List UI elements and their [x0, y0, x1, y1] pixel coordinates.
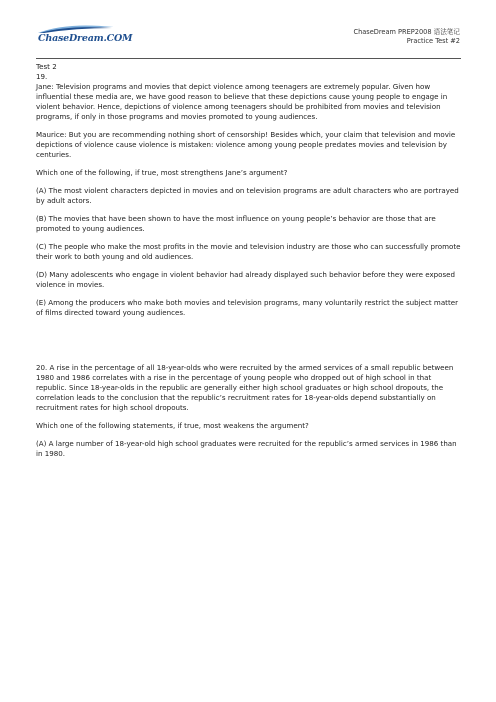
question-19-number: 19. — [36, 72, 48, 81]
q19-option-c: (C) The people who make the most profits in the movie and television industry are those who can successfully promote their work to both young and old audiences. — [36, 242, 461, 261]
q19-maurice-paragraph: Maurice: But you are recommending nothing short of censorship! Besides which, your claim that television and movie depictions of violence cause violence is mistaken: violence among young people predates movies and television by centuries. — [36, 130, 456, 159]
q20-stem: Which one of the following statements, if true, most weakens the argument? — [36, 421, 309, 430]
header-line2: Practice Test #2 — [406, 37, 460, 45]
q19-option-d: (D) Many adolescents who engage in violent behavior had already displayed such behavior before they were exposed violence in movies. — [36, 270, 456, 289]
section-title: Test 2 — [36, 62, 57, 71]
q19-jane-paragraph: Jane: Television programs and movies that depict violence among teenagers are extremely popular. Given how influential these media are, we have good reason to believe that these depictions cause young people to engage in violent behavior. Hence, depictions of violence among teenagers should be prohibited from movies and television programs, if only in those programs and movies promoted to young audiences. — [36, 82, 448, 121]
q19-option-b: (B) The movies that have been shown to have the most influence on young people’s behavior are those that are promoted to young audiences. — [36, 214, 436, 233]
spacer — [36, 326, 461, 363]
header-info — [353, 28, 460, 46]
logo-text: ChaseDream.COM — [38, 33, 133, 44]
q20-paragraph: 20. A rise in the percentage of all 18-year-olds who were recruited by the armed services of a small republic between 1980 and 1986 correlates with a rise in the percentage of young people who dropped out of high school in that republic. Since 18-year-olds in the republic are generally either high school graduates or high school dropouts, the correlation leads to the conclusion that the republic’s recruitment rates for 18-year-olds depend substantially on recruitment rates for high school dropouts. — [36, 363, 454, 412]
q19-stem: Which one of the following, if true, most strengthens Jane’s argument? — [36, 168, 288, 177]
chasedream-logo — [36, 24, 133, 50]
q19-option-e: (E) Among the producers who make both movies and television programs, many voluntarily restrict the subject matter of films directed toward young audiences. — [36, 298, 459, 317]
header-line1: ChaseDream PREP2008 语法笔记 — [353, 28, 460, 36]
document-body — [36, 62, 461, 467]
page-header — [0, 0, 496, 56]
q19-option-a: (A) The most violent characters depicted in movies and on television programs are adult characters who are portrayed by adult actors. — [36, 186, 459, 205]
q20-option-a: (A) A large number of 18-year-old high school graduates were recruited for the republic’s armed services in 1986 than in 1980. — [36, 439, 457, 458]
header-divider — [36, 58, 461, 59]
